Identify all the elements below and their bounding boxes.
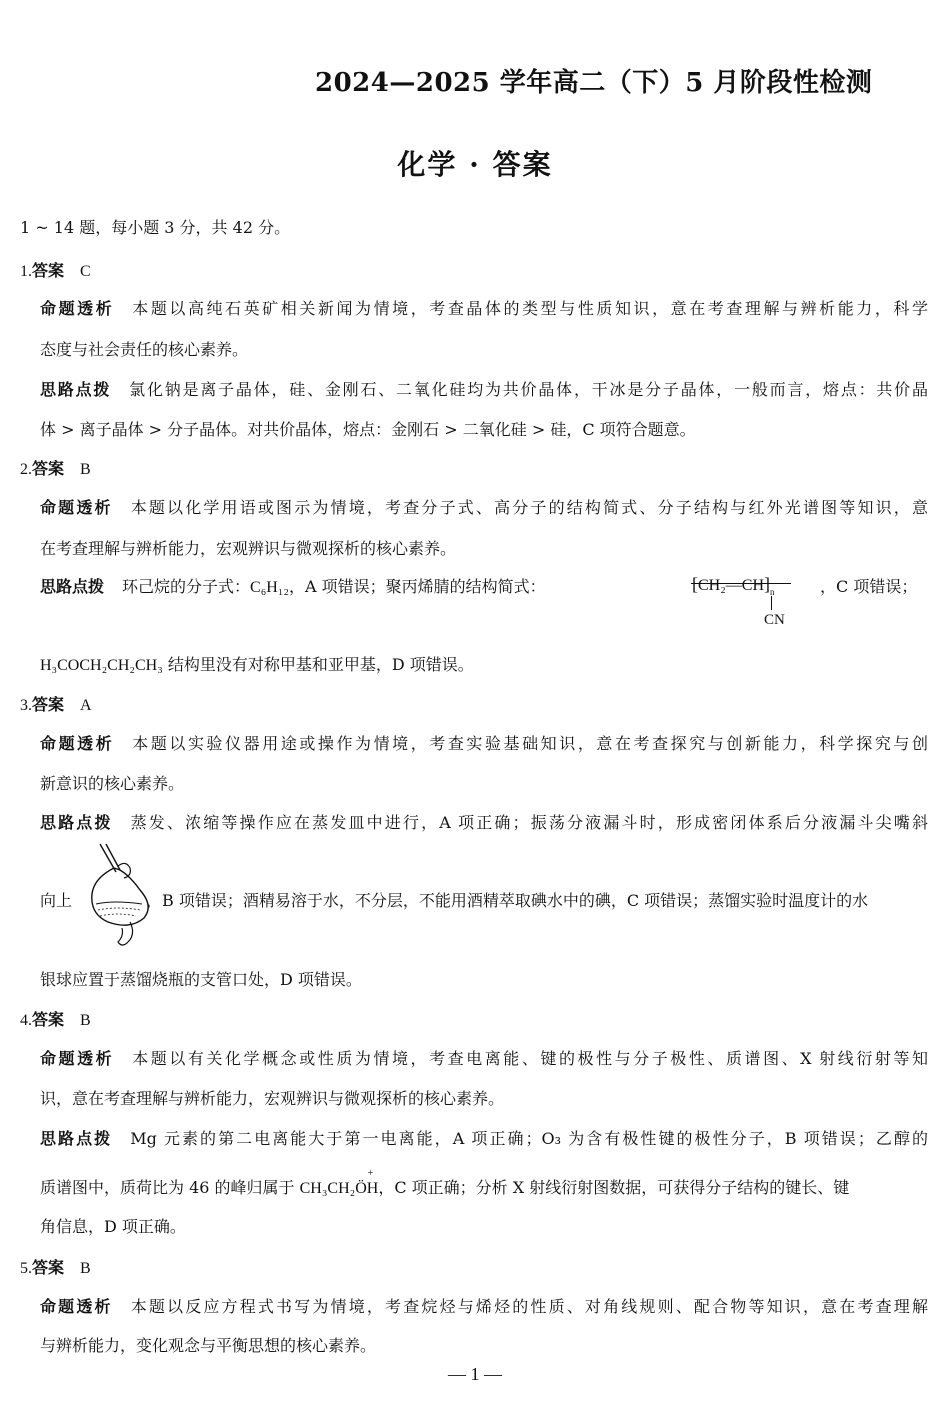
scoring-note: 1 ~ 14 题，每小题 3 分，共 42 分。 bbox=[20, 218, 291, 237]
question-3-answer: 3.答案 A bbox=[20, 695, 92, 714]
polymer-subscript: n bbox=[770, 587, 775, 597]
q4-intent-line-1: 命题透析 本题以有关化学概念或性质为情境，考查电离能、键的极性与分子极性、质谱图、X 射线衍射等知 bbox=[40, 1049, 928, 1068]
formula-c6h12: C₆H₁₂ bbox=[250, 579, 289, 596]
q2-intent-line-2: 在考查理解与辨析能力，宏观辨识与微观探析的核心素养。 bbox=[40, 539, 457, 558]
polymer-cn-group: CN bbox=[764, 612, 785, 628]
q3-analysis-line-3: 银球应置于蒸馏烧瓶的支管口处，D 项错误。 bbox=[40, 970, 362, 989]
q4-analysis-line-3: 角信息，D 项正确。 bbox=[40, 1217, 186, 1236]
polymer-bracket-left: [ bbox=[692, 574, 698, 594]
polymer-chain: CH₂—CH bbox=[698, 577, 765, 594]
question-5-answer: 5.答案 B bbox=[20, 1258, 91, 1277]
q3-analysis-line-2b: ，B 项错误；酒精易溶于水，不分层，不能用酒精萃取碘水中的碘，C 项错误；蒸馏实验时温度计的水 bbox=[146, 891, 869, 910]
page-subtitle: 化学 · 答案 bbox=[397, 148, 553, 181]
page-title: 2024—2025 学年高二（下）5 月阶段性检测 bbox=[315, 68, 873, 98]
q1-analysis-line-2: 体 > 离子晶体 > 分子晶体。对共价晶体，熔点：金刚石 > 二氧化硅 > 硅，C 项符合题意。 bbox=[40, 420, 696, 439]
polymer-formula bbox=[692, 574, 775, 597]
page-number: — 1 — bbox=[448, 1364, 502, 1384]
question-1-answer: 1.答案 C bbox=[20, 261, 91, 280]
formula-ethanol-ion: CH₃CH₂ÖH + bbox=[299, 1168, 379, 1197]
polymer-bond-line bbox=[771, 596, 772, 610]
q1-intent-line-2: 态度与社会责任的核心素养。 bbox=[40, 340, 249, 359]
q3-analysis-line-2a: 向上 bbox=[40, 891, 73, 910]
polymer-bracket-right: ] bbox=[764, 574, 771, 594]
q1-analysis-line-1: 思路点拨 氯化钠是离子晶体，硅、金刚石、二氧化硅均为共价晶体，干冰是分子晶体，一般而言，熔点：共价晶 bbox=[40, 380, 928, 399]
q3-analysis-line-1: 思路点拨 蒸发、浓缩等操作应在蒸发皿中进行，A 项正确；振荡分液漏斗时，形成密闭体系后分液漏斗尖嘴斜 bbox=[40, 813, 928, 832]
q3-intent-line-1: 命题透析 本题以实验仪器用途或操作为情境，考查实验基础知识，意在考查探究与创新能力，科学探究与创 bbox=[40, 734, 928, 753]
q2-analysis-line-1: 思路点拨 环己烷的分子式：C₆H₁₂，A 项错误；聚丙烯腈的结构简式： bbox=[40, 577, 546, 596]
separatory-funnel-icon bbox=[74, 842, 156, 950]
formula-ketone: H₃COCH₂CH₂CH₃ bbox=[40, 657, 163, 674]
q1-intent-line-1: 命题透析 本题以高纯石英矿相关新闻为情境，考查晶体的类型与性质知识，意在考查理解与辨析能力，科学 bbox=[40, 299, 928, 318]
q5-intent-line-2: 与辨析能力，变化观念与平衡思想的核心素养。 bbox=[40, 1336, 377, 1355]
formula-plus-sign: + bbox=[367, 1168, 374, 1179]
q2-analysis-line-2: H₃COCH₂CH₂CH₃ 结构里没有对称甲基和亚甲基，D 项错误。 bbox=[40, 655, 474, 674]
q2-intent-line-1: 命题透析 本题以化学用语或图示为情境，考查分子式、高分子的结构简式、分子结构与红外光谱图等知识，意 bbox=[40, 498, 928, 517]
q3-intent-line-2: 新意识的核心素养。 bbox=[40, 774, 185, 793]
q4-intent-line-2: 识，意在考查理解与辨析能力，宏观辨识与微观探析的核心素养。 bbox=[40, 1089, 505, 1108]
q5-intent-line-1: 命题透析 本题以反应方程式书写为情境，考查烷烃与烯烃的性质、对角线规则、配合物等知识，意在考查理解 bbox=[40, 1297, 928, 1316]
q2-analysis-tail: ，C 项错误； bbox=[820, 577, 918, 596]
question-2-answer: 2.答案 B bbox=[20, 459, 91, 478]
question-4-answer: 4.答案 B bbox=[20, 1010, 91, 1029]
q4-analysis-line-1: 思路点拨 Mg 元素的第二电离能大于第一电离能，A 项正确；O₃ 为含有极性键的极性分子，B 项错误；乙醇的 bbox=[40, 1129, 928, 1148]
polymer-strike-line bbox=[691, 583, 791, 584]
q4-analysis-line-2: 质谱图中，质荷比为 46 的峰归属于 CH₃CH₂ÖH + ，C 项正确；分析 X 射线衍射图数据，可获得分子结构的键长、键 bbox=[40, 1168, 850, 1197]
